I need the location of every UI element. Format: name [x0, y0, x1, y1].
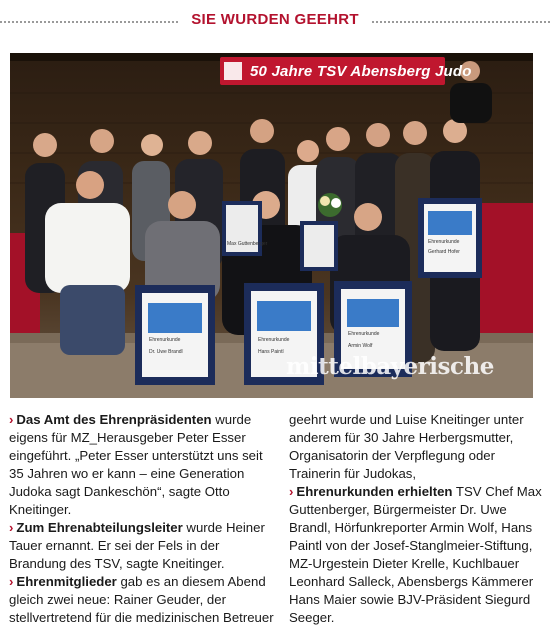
certificate-title-2: Ehrenurkunde — [258, 337, 290, 343]
certificate-name-1: Dr. Uwe Brandl — [149, 349, 183, 355]
paragraph-body: TSV Chef Max Guttenberger, Bürgermeister Dr. Uwe Brandl, Hörfunkreporter Armin Wolf, Hans Paintl von der Josef-Stanglmeier-Stiftung, MZ-Urgestein Dieter Krelle, Kuchlbauer Leonhard Salleck, Abensbergs Kämmerer Hans Maier sowie BJV-Präsident Siegurd Seeger. — [289, 484, 542, 625]
certificate-name-3: Armin Wolf — [348, 343, 373, 349]
paragraph-ehrenmitglieder — [9, 573, 275, 627]
paragraph-lead: Zum Ehrenabteilungsleiter — [16, 520, 183, 535]
paragraph-lead: Ehrenmitglieder — [16, 574, 117, 589]
certificate-name-5: Max Guttenberger — [227, 241, 268, 247]
paragraph-ehrenpraesident — [9, 411, 275, 519]
paragraph-body: wurde eigens für MZ_Herausgeber Peter Esser eingeführt. „Peter Esser unterstützt uns seit 35 Jahren wo er kann – eine Generation Judoka sagt Dankeschön“, sagte Otto Kneitinger. — [9, 412, 263, 517]
certificate-title-4: Ehrenurkunde — [428, 239, 460, 245]
certificate-name-4: Gerhard Hofer — [428, 249, 460, 255]
banner-text: 50 Jahre TSV Abensberg Judo — [250, 63, 472, 80]
section-header — [0, 8, 550, 36]
certificate-title-1: Ehrenurkunde — [149, 337, 181, 343]
paragraph-lead: Ehrenurkunden erhielten — [296, 484, 453, 499]
paragraph-ehrenmitglieder-continued: geehrt wurde und Luise Kneitinger unter anderem für 30 Jahre Herbergsmutter, Organisatorin der Verpflegung oder Trainerin für Judokas, — [289, 412, 524, 481]
article-column-right — [289, 411, 543, 631]
bullet-arrow-icon: › — [9, 412, 14, 427]
paragraph-body: gab es an diesem Abend gleich zwei neue: Rainer Geuder, der stellvertretend für die medizinischen Betreuer — [9, 574, 274, 625]
photo-watermark: mittelbayerische — [286, 353, 494, 380]
article-photo — [10, 53, 533, 398]
group-photo-illustration — [10, 53, 533, 398]
paragraph-ehrenurkunden — [289, 483, 543, 627]
bullet-arrow-icon: › — [9, 574, 14, 589]
paragraph-lead: Das Amt des Ehrenpräsidenten — [16, 412, 212, 427]
article-column-left — [9, 411, 275, 631]
bullet-arrow-icon: › — [9, 520, 14, 535]
paragraph-body: wurde Heiner Tauer ernannt. Er sei der Fels in der Brandung des TSV, sagte Kneitinger. — [9, 520, 265, 571]
article-text — [9, 411, 544, 631]
section-title: SIE WURDEN GEEHRT — [179, 11, 371, 28]
bullet-arrow-icon: › — [289, 484, 294, 499]
certificate-title-3: Ehrenurkunde — [348, 331, 380, 337]
paragraph-ehrenabteilungsleiter — [9, 519, 275, 573]
certificate-name-2: Hans Paintl — [258, 349, 284, 355]
